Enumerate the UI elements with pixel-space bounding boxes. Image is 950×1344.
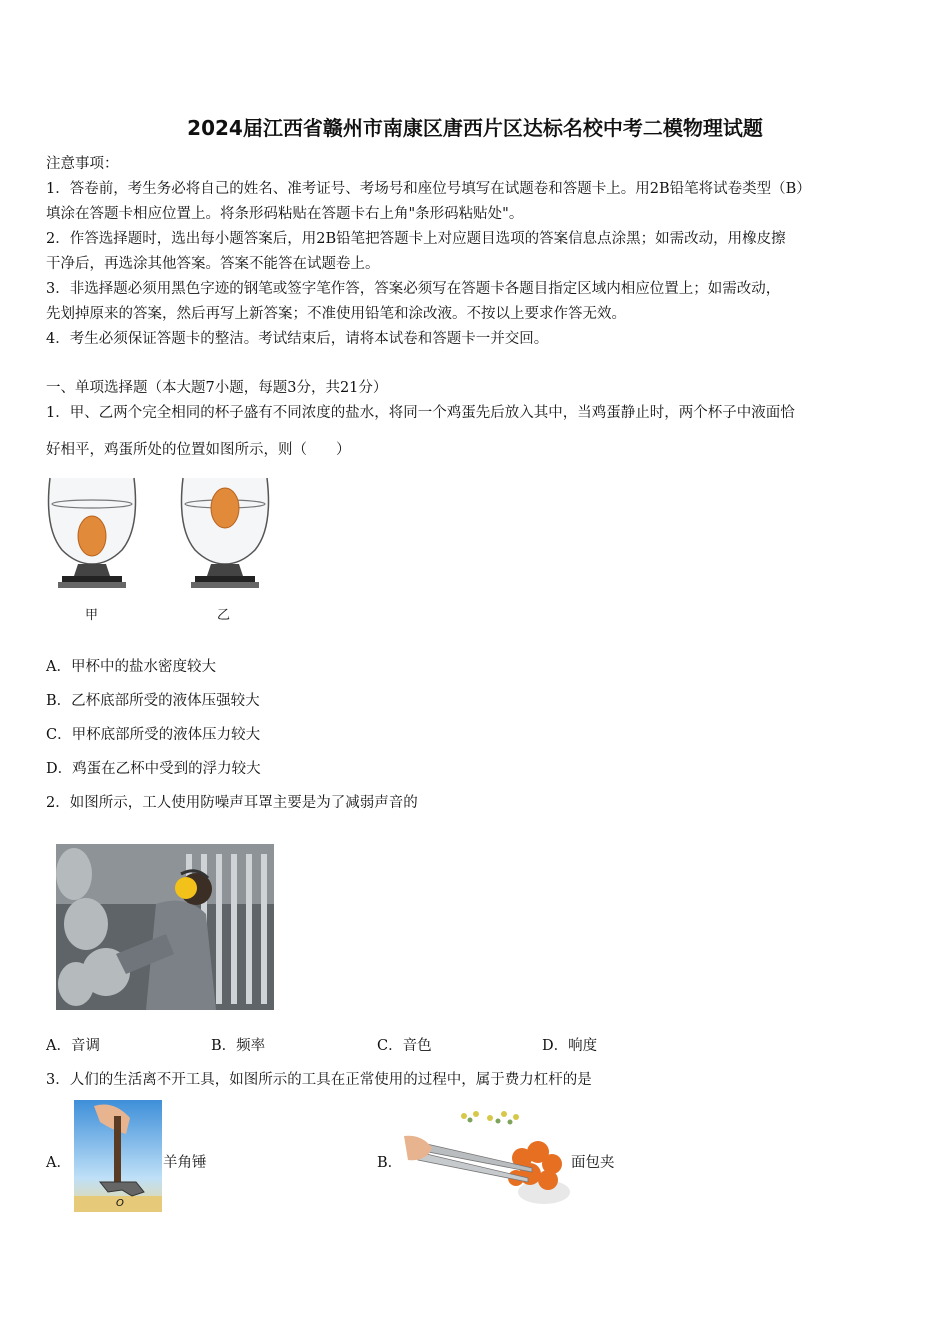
q3-option-a-letter: A． [46, 1155, 71, 1171]
cup-jia [49, 478, 136, 588]
notice-line: 3．非选择题必须用黑色字迹的钢笔或签字笔作答，答案必须写在答题卡各题目指定区域内相应位置上；如需改动， [46, 281, 781, 297]
q3-hammer-image [74, 1100, 162, 1212]
q3-option-b-letter: B． [377, 1155, 403, 1171]
q2-option-c: C．音色 [377, 1038, 432, 1054]
cup-label-jia: 甲 [85, 608, 99, 623]
q1-stem: 好相平，鸡蛋所处的位置如图所示，则（ ） [46, 442, 351, 458]
q1-option-a: A．甲杯中的盐水密度较大 [46, 659, 216, 675]
section-heading: 一、单项选择题（本大题7小题，每题3分，共21分） [46, 380, 388, 396]
q2-stem: 2．如图所示，工人使用防噪声耳罩主要是为了减弱声音的 [46, 795, 418, 811]
q3-option-a-text: 羊角锤 [163, 1155, 207, 1171]
cup-label-yi: 乙 [217, 608, 231, 623]
q1-option-b: B．乙杯底部所受的液体压强较大 [46, 693, 260, 709]
q2-option-d: D．响度 [542, 1038, 598, 1054]
page-title: 2024届江西省赣州市南康区唐西片区达标名校中考二模物理试题 [187, 116, 763, 140]
notice-heading: 注意事项： [46, 156, 119, 172]
q1-stem: 1．甲、乙两个完全相同的杯子盛有不同浓度的盐水，将同一个鸡蛋先后放入其中，当鸡蛋静止时，两个杯子中液面恰 [46, 405, 795, 421]
q2-worker-photo [56, 844, 274, 1010]
q1-option-d: D．鸡蛋在乙杯中受到的浮力较大 [46, 761, 261, 777]
q2-option-a: A．音调 [46, 1038, 100, 1054]
notice-line: 干净后，再选涂其他答案。答案不能答在试题卷上。 [46, 256, 380, 272]
cup-yi [182, 478, 269, 588]
q3-bread-tongs-image [404, 1108, 570, 1208]
q3-option-b-text: 面包夹 [571, 1155, 615, 1171]
hammer-pivot-label: O [116, 1198, 124, 1209]
q1-figure [40, 468, 290, 628]
q3-stem: 3．人们的生活离不开工具，如图所示的工具在正常使用的过程中，属于费力杠杆的是 [46, 1072, 592, 1088]
notice-line: 2．作答选择题时，选出每小题答案后，用2B铅笔把答题卡上对应题目选项的答案信息点涂黑；如需改动，用橡皮擦 [46, 231, 786, 247]
notice-line: 1．答卷前，考生务必将自己的姓名、准考证号、考场号和座位号填写在试题卷和答题卡上。用2B铅笔将试卷类型（B） [46, 181, 811, 197]
notice-line: 4．考生必须保证答题卡的整洁。考试结束后，请将本试卷和答题卡一并交回。 [46, 331, 549, 347]
notice-line: 填涂在答题卡相应位置上。将条形码粘贴在答题卡右上角"条形码粘贴处"。 [46, 206, 524, 222]
q2-option-b: B．频率 [211, 1038, 266, 1054]
notice-line: 先划掉原来的答案，然后再写上新答案；不准使用铅笔和涂改液。不按以上要求作答无效。 [46, 306, 626, 322]
q1-option-c: C．甲杯底部所受的液体压力较大 [46, 727, 261, 743]
